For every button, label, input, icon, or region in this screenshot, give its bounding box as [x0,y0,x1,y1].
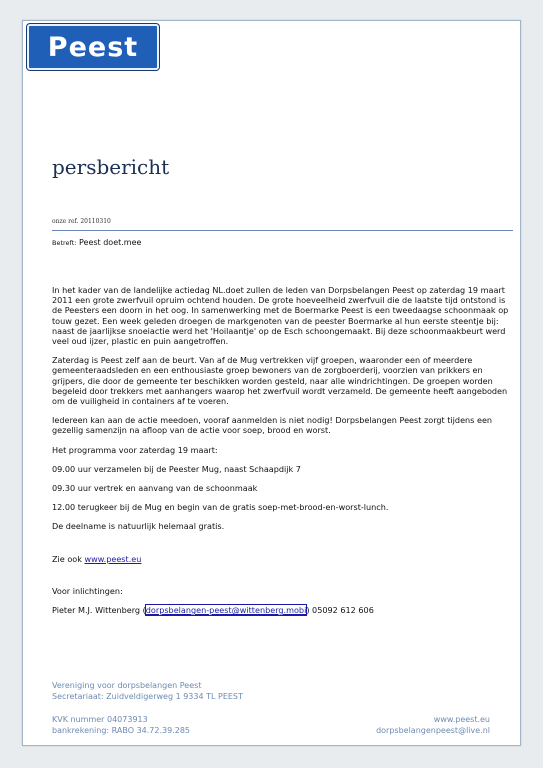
paragraph-saturday: Zaterdag is Peest zelf aan de beurt. Van af de Mug vertrekken vijf groepen, waaronder een of meerdere gemeenteraadsleden en een enthousiaste groep bewoners van de zorgboerderij, voorzien van prikkers en grijpers, die door de gemeente ter beschikken worden gesteld, naar alle windrichtingen. De groepen worden begeleid door trekkers met aanhangers waarop het zwerfvuil wordt verzameld. De gemeente heeft aangeboden om de vuiligheid in containers af te voeren. [52,355,508,407]
see-also-line [52,554,512,564]
footer-contact-block [52,715,490,736]
subject-line [52,238,141,247]
footer-kvk: KVK nummer 04073913 [52,715,148,724]
subject-value: Peest doet.mee [79,238,142,247]
program-item: 09.00 uur verzamelen bij de Peester Mug, naast Schaapdijk 7 [52,463,301,474]
footer-bank: bankrekening: RABO 34.72.39.285 [52,725,190,735]
contact-name: Pieter M.J. Wittenberg ( [52,605,146,616]
footer-right [376,715,490,736]
contact-heading: Voor inlichtingen: [52,585,123,596]
reference-number: onze ref. 20110310 [52,218,111,225]
footer-org-block [52,681,490,702]
paragraph-intro: In het kader van de landelijke actiedag NL.doet zullen de leden van Dorpsbelangen Peest op zaterdag 19 maart 2011 een grote zwerfvuil opruim ochtend houden. De grote hoeveelheid zwerfvuil die de laatste tijd ontstond is de Peesters een doorn in het oog. In samenwerking met de Boermarke Peest is een tweedaagse schoonmaak op touw gezet. Een week geleden droegen de markgenoten van de peester Boermarke al hun eerste steentje bij: naast de jaarlijkse snoeiactie werd het 'Hoilaantje' op de Esch schoongemaakt. Bij deze schoonmaakbeurt werd veel oud ijzer, plastic en puin aangetroffen. [52,285,509,347]
footer-org-name: Vereniging voor dorpsbelangen Peest [52,681,202,690]
logo-text: Peest [47,31,139,63]
see-also-label: Zie ook [52,553,82,564]
peest-logo [27,24,159,70]
document-page [22,20,521,746]
document-title: persbericht [52,155,170,179]
footer-secretariat: Secretariaat: Zuidveldigerweg 1 9334 TL PEEST [52,691,243,701]
paragraph-participation: Iedereen kan aan de actie meedoen, vooraf aanmelden is niet nodig! Dorpsbelangen Peest zorgt tijdens een gezellig samenzijn na afloop van de actie voor soep, brood en worst. [52,415,493,436]
header-divider [52,230,513,231]
footer-website[interactable]: www.peest.eu [433,715,490,724]
contact-line [52,605,512,615]
program-item: 09.30 uur vertrek en aanvang van de schoonmaak [52,483,258,494]
paragraph-free: De deelname is natuurlijk helemaal gratis. [52,521,225,532]
footer-email[interactable]: dorpsbelangenpeest@live.nl [376,725,490,735]
program-item: 12.00 terugkeer bij de Mug en begin van de gratis soep-met-brood-en-worst-lunch. [52,502,389,513]
website-link[interactable]: www.peest.eu [84,553,142,564]
press-release-body [52,285,512,624]
contact-phone: ) 05092 612 606 [306,605,374,616]
subject-label: Betreft: [52,239,77,247]
program-heading: Het programma voor zaterdag 19 maart: [52,444,218,455]
contact-email-link[interactable]: dorpsbelangen-peest@wittenberg.mobi [145,605,307,616]
